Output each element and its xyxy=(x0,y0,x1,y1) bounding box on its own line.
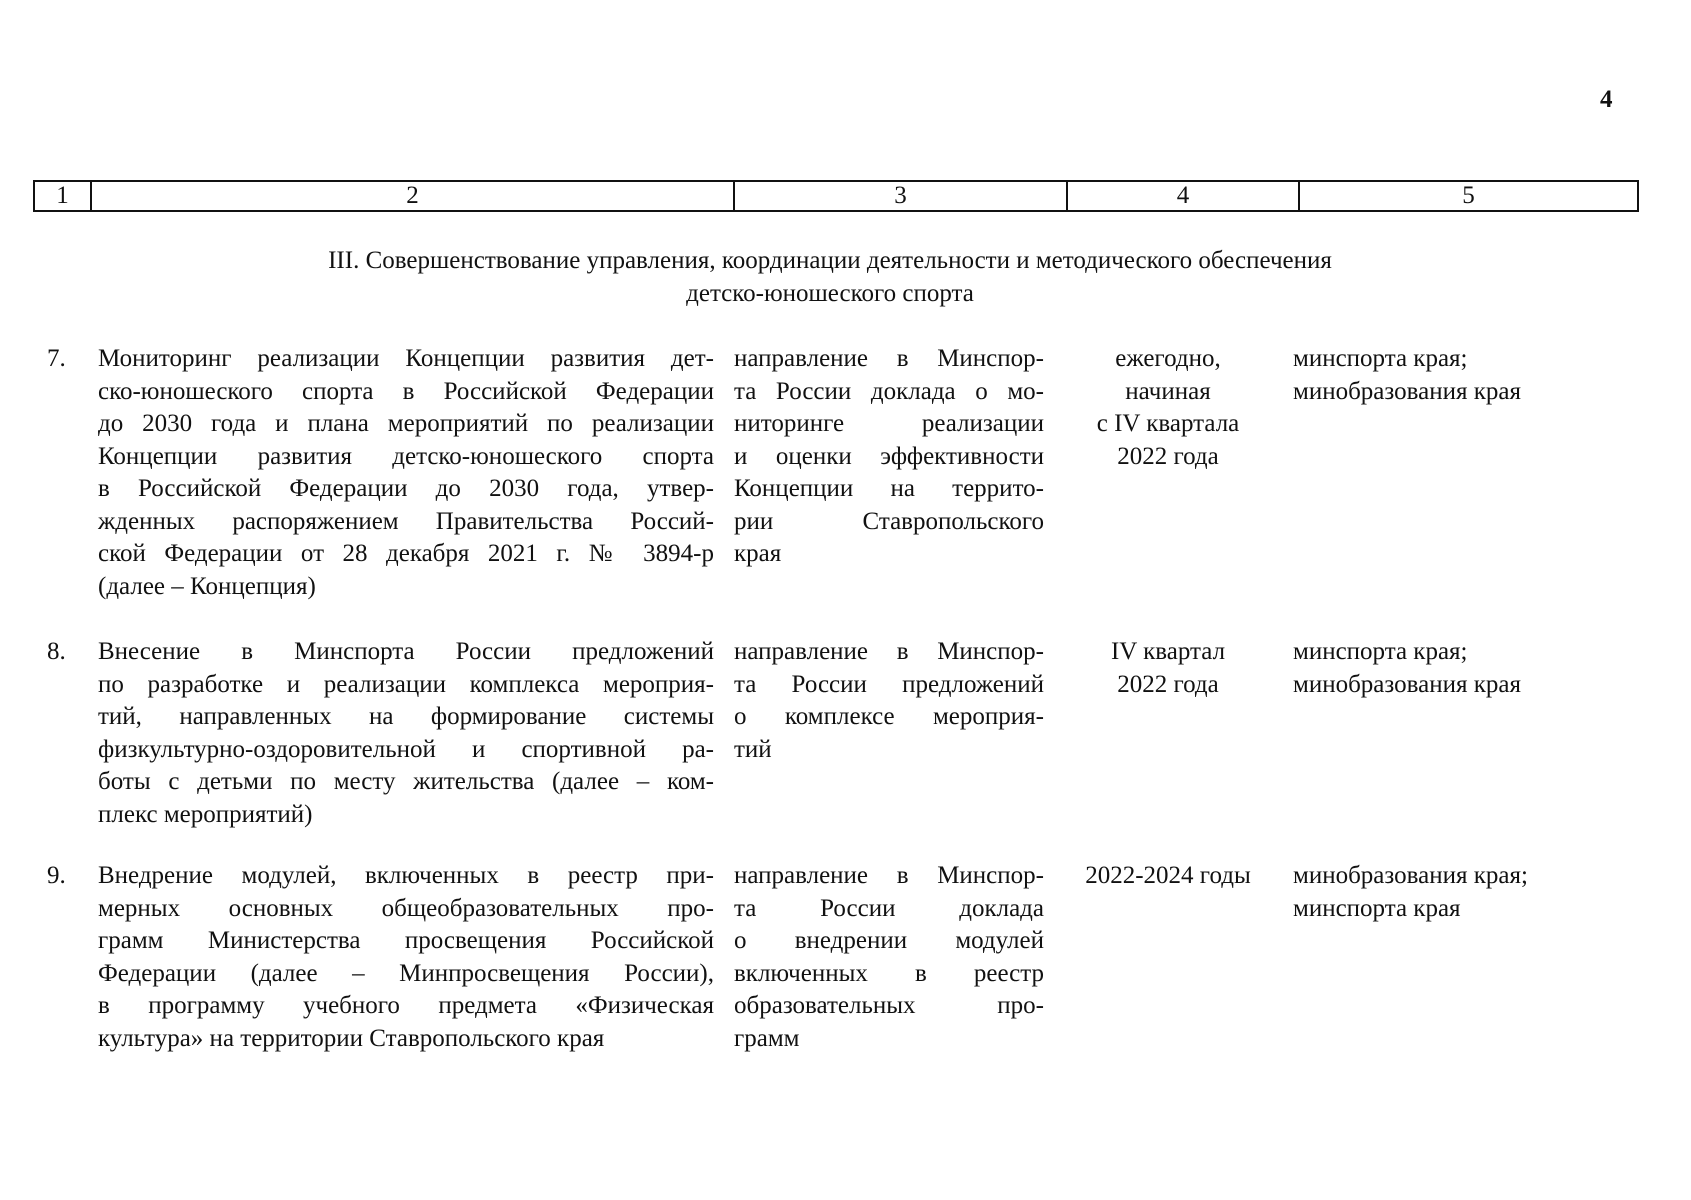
responsible xyxy=(1293,860,1673,925)
row-number: 8. xyxy=(47,638,66,665)
expected-result xyxy=(734,860,1044,1055)
text-line: 2022-2024 годы xyxy=(1085,862,1251,889)
text-line: по разработке и реализации комплекса мероприя- xyxy=(98,670,714,698)
text-line: (далее – Концепция) xyxy=(98,572,316,600)
text-line: минобразования края; xyxy=(1293,862,1528,889)
text-line: начиная xyxy=(1125,377,1211,405)
text-line: грамм xyxy=(734,1024,800,1052)
text-line: Внесение в Минспорта России предложений xyxy=(98,638,714,665)
text-line: Мониторинг реализации Концепции развития дет- xyxy=(98,345,714,372)
expected-result xyxy=(734,636,1044,766)
text-line: та России доклада xyxy=(734,894,1044,922)
text-line: та России доклада о мо- xyxy=(734,377,1044,405)
text-line: до 2030 года и плана мероприятий по реализации xyxy=(98,410,714,437)
measure-description xyxy=(98,343,714,603)
row-number: 7. xyxy=(47,345,66,372)
text-line: о комплексе мероприя- xyxy=(734,703,1044,730)
text-line: ско-юношеского спорта в Российской Федерации xyxy=(98,377,714,405)
text-line: жденных распоряжением Правительства Россий- xyxy=(98,507,714,535)
text-line: тий xyxy=(734,735,772,763)
section-title xyxy=(100,244,1560,310)
text-line: культура» на территории Ставропольского края xyxy=(98,1024,605,1052)
text-line: о внедрении модулей xyxy=(734,927,1044,954)
text-line: минспорта края xyxy=(1293,894,1461,922)
text-line: Концепции развития детско-юношеского спорта xyxy=(98,442,714,470)
section-title-line-1: III. Совершенствование управления, координации деятельности и методического обеспечения xyxy=(328,247,1332,274)
section-title-line-2: детско-юношеского спорта xyxy=(686,280,974,307)
text-line: с IV квартала xyxy=(1096,410,1240,437)
text-line: и оценки эффективности xyxy=(734,442,1044,470)
header-col-2: 2 xyxy=(92,182,735,210)
deadline xyxy=(1060,343,1276,473)
header-col-5: 5 xyxy=(1462,182,1475,209)
text-line: 2022 года xyxy=(1117,670,1219,698)
text-line: ниторинге реализации xyxy=(734,410,1044,437)
text-line: направление в Минспор- xyxy=(734,345,1044,372)
row-number: 9. xyxy=(47,862,66,889)
text-line: физкультурно-оздоровительной и спортивной ра- xyxy=(98,735,714,763)
text-line: тий, направленных на формирование системы xyxy=(98,703,714,730)
text-line: та России предложений xyxy=(734,670,1044,698)
header-col-3: 3 xyxy=(735,182,1068,210)
text-line: минобразования края xyxy=(1293,670,1521,698)
text-line: IV квартал xyxy=(1110,638,1226,665)
responsible xyxy=(1293,343,1673,408)
text-line: рии Ставропольского xyxy=(734,507,1044,535)
column-number-header xyxy=(33,180,1639,212)
text-line: ежегодно, xyxy=(1115,345,1221,372)
expected-result xyxy=(734,343,1044,571)
text-line: включенных в реестр xyxy=(734,959,1044,987)
text-line: в Российской Федерации до 2030 года, утвер- xyxy=(98,475,714,502)
text-line: минспорта края; xyxy=(1293,345,1468,372)
text-line: Концепции на террито- xyxy=(734,475,1044,502)
text-line: 2022 года xyxy=(1117,442,1219,470)
text-line: в программу учебного предмета «Физическая xyxy=(98,992,714,1019)
text-line: Внедрение модулей, включенных в реестр при- xyxy=(98,862,714,889)
text-line: боты с детьми по месту жительства (далее – ком- xyxy=(98,768,714,795)
deadline xyxy=(1060,636,1276,701)
measure-description xyxy=(98,636,714,831)
text-line: грамм Министерства просвещения Российской xyxy=(98,927,714,954)
text-line: направление в Минспор- xyxy=(734,862,1044,889)
text-line: минобразования края xyxy=(1293,377,1521,405)
measure-description xyxy=(98,860,714,1055)
header-col-1: 1 xyxy=(35,182,92,210)
deadline xyxy=(1060,860,1276,893)
text-line: Федерации (далее – Минпросвещения России), xyxy=(98,959,714,987)
text-line: направление в Минспор- xyxy=(734,638,1044,665)
text-line: плекс мероприятий) xyxy=(98,800,313,828)
header-col-4: 4 xyxy=(1068,182,1300,210)
text-line: образовательных про- xyxy=(734,992,1044,1019)
responsible xyxy=(1293,636,1673,701)
text-line: мерных основных общеобразовательных про- xyxy=(98,894,714,922)
page-number: 4 xyxy=(1600,86,1613,113)
text-line: минспорта края; xyxy=(1293,638,1468,665)
text-line: края xyxy=(734,540,782,567)
text-line: ской Федерации от 28 декабря 2021 г. № 3894-р xyxy=(98,540,714,567)
